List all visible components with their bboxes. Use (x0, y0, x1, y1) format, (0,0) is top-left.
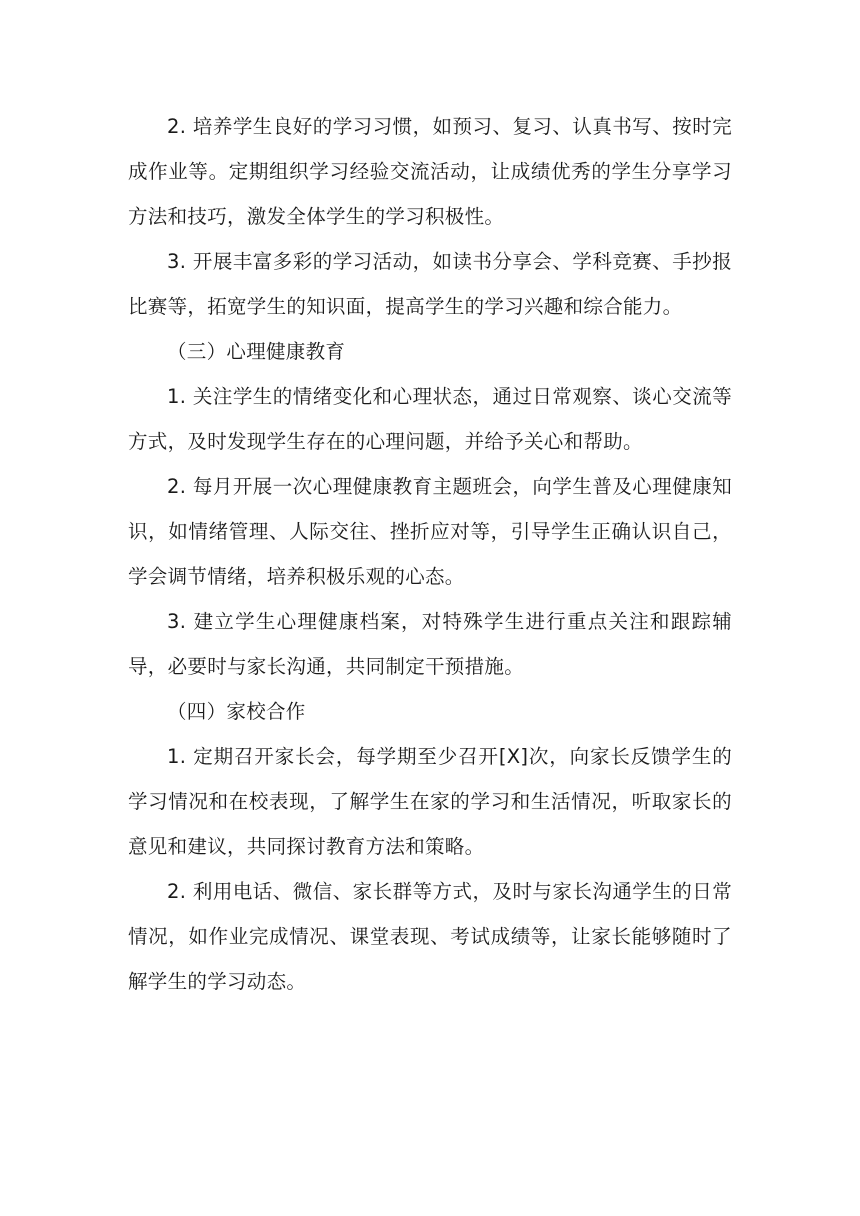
paragraph-parent-meeting: 1. 定期召开家长会，每学期至少召开[X]次，向家长反馈学生的学习情况和在校表现，了解学生在家的学习和生活情况，听取家长的意见和建议，共同探讨教育方法和策略。 (128, 745, 732, 858)
paragraph-emotion-attention: 1. 关注学生的情绪变化和心理状态，通过日常观察、谈心交流等方式，及时发现学生存在的心理问题，并给予关心和帮助。 (128, 385, 732, 453)
section-heading-mental-health: （三）心理健康教育 (167, 340, 346, 363)
paragraph-mental-health-archive: 3. 建立学生心理健康档案，对特殊学生进行重点关注和跟踪辅导，必要时与家长沟通，共同制定干预措施。 (128, 610, 732, 678)
section-heading-home-school: （四）家校合作 (167, 700, 306, 723)
paragraph-parent-communication: 2. 利用电话、微信、家长群等方式，及时与家长沟通学生的日常情况，如作业完成情况、课堂表现、考试成绩等，让家长能够随时了解学生的学习动态。 (128, 880, 732, 993)
paragraph-study-activities: 3. 开展丰富多彩的学习活动，如读书分享会、学科竞赛、手抄报比赛等，拓宽学生的知识面，提高学生的学习兴趣和综合能力。 (128, 250, 732, 318)
paragraph-monthly-class-meeting: 2. 每月开展一次心理健康教育主题班会，向学生普及心理健康知识，如情绪管理、人际交往、挫折应对等，引导学生正确认识自己，学会调节情绪，培养积极乐观的心态。 (128, 475, 732, 588)
document-body (128, 104, 732, 1004)
paragraph-study-habits: 2. 培养学生良好的学习习惯，如预习、复习、认真书写、按时完成作业等。定期组织学习经验交流活动，让成绩优秀的学生分享学习方法和技巧，激发全体学生的学习积极性。 (128, 115, 732, 228)
